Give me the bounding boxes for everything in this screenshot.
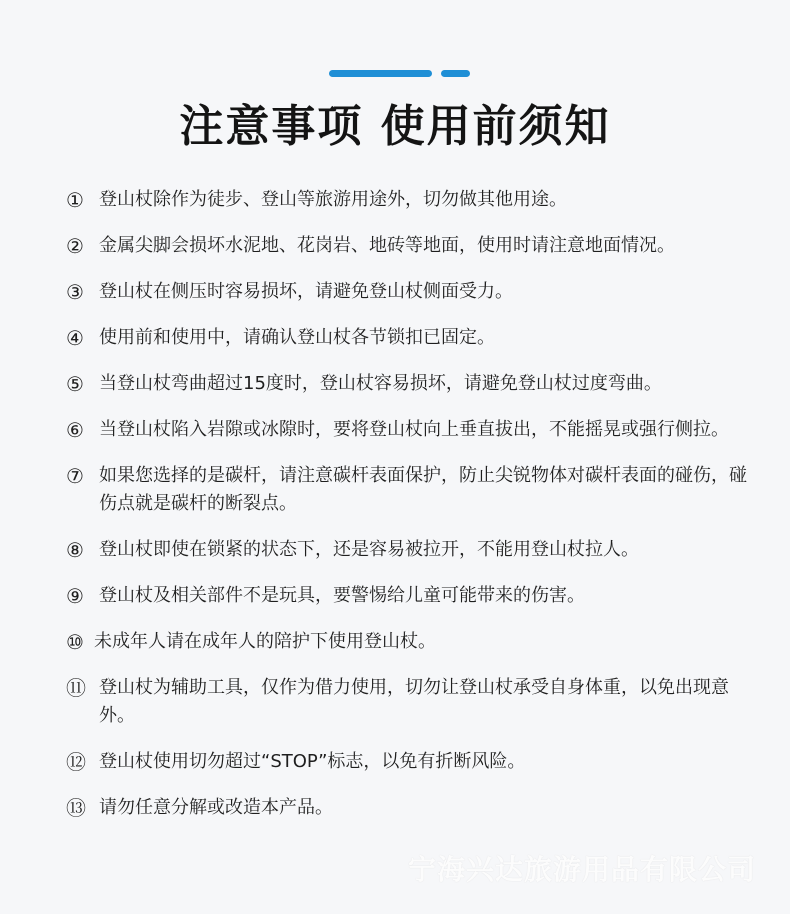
item-text: 请勿任意分解或改造本产品。	[99, 797, 333, 818]
list-item	[0, 278, 790, 306]
page-title: 注意事项 使用前须知	[179, 101, 611, 152]
list-item	[0, 536, 790, 564]
item-text: 登山杖在侧压时容易损坏，请避免登山杖侧面受力。	[99, 281, 513, 302]
item-text: 登山杖及相关部件不是玩具，要警惕给儿童可能带来的伤害。	[99, 585, 585, 606]
notice-list	[0, 186, 790, 840]
list-item	[0, 748, 790, 776]
item-text: 登山杖为辅助工具，仅作为借力使用，切勿让登山杖承受自身体重，以免出现意外。	[99, 677, 729, 726]
list-item	[0, 582, 790, 610]
item-number: ③	[66, 280, 84, 304]
list-item	[0, 232, 790, 260]
list-item	[0, 794, 790, 822]
item-number: ⑩	[66, 630, 84, 654]
list-item	[0, 324, 790, 352]
item-number: ②	[66, 234, 84, 258]
item-text: 当登山杖陷入岩隙或冰隙时，要将登山杖向上垂直拔出，不能摇晃或强行侧拉。	[99, 419, 729, 440]
item-text: 使用前和使用中，请确认登山杖各节锁扣已固定。	[99, 327, 495, 348]
list-item	[0, 186, 790, 214]
item-number: ⑬	[66, 796, 86, 820]
item-text: 如果您选择的是碳杆，请注意碳杆表面保护，防止尖锐物体对碳杆表面的碰伤，碰伤点就是碳杆的断裂点。	[99, 465, 747, 514]
item-number: ⑦	[66, 464, 84, 488]
title-accent-bar-short	[441, 70, 470, 77]
item-number: ⑥	[66, 418, 84, 442]
list-item	[0, 674, 790, 730]
list-item	[0, 416, 790, 444]
item-text: 登山杖除作为徒步、登山等旅游用途外，切勿做其他用途。	[99, 189, 567, 210]
item-text: 登山杖即使在锁紧的状态下，还是容易被拉开，不能用登山杖拉人。	[99, 539, 639, 560]
list-item	[0, 370, 790, 398]
item-text: 金属尖脚会损坏水泥地、花岗岩、地砖等地面，使用时请注意地面情况。	[99, 235, 675, 256]
item-text: 未成年人请在成年人的陪护下使用登山杖。	[94, 631, 436, 652]
item-number: ④	[66, 326, 84, 350]
list-item	[0, 462, 790, 518]
item-number: ⑤	[66, 372, 84, 396]
item-text: 登山杖使用切勿超过“STOP”标志，以免有折断风险。	[99, 751, 526, 772]
company-watermark: 宁海兴达旅游用品有限公司	[407, 853, 756, 886]
item-number: ⑧	[66, 538, 84, 562]
item-number: ①	[66, 188, 84, 212]
item-number: ⑪	[66, 676, 86, 700]
item-text: 当登山杖弯曲超过15度时，登山杖容易损坏，请避免登山杖过度弯曲。	[99, 373, 662, 394]
item-number: ⑫	[66, 750, 86, 774]
item-number: ⑨	[66, 584, 84, 608]
list-item	[0, 628, 790, 656]
title-accent-bar-long	[329, 70, 432, 77]
